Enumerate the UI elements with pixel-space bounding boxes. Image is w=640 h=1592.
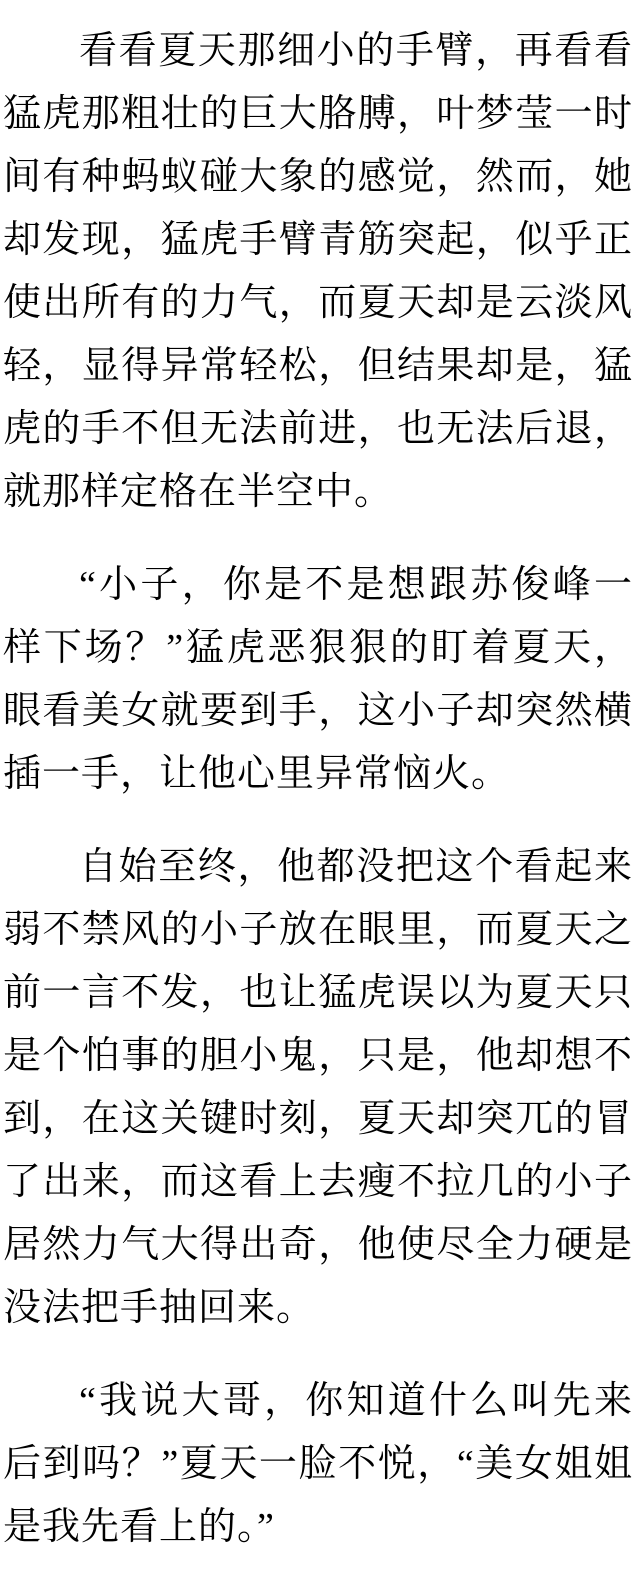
paragraph: “小子，你是不是想跟苏俊峰一样下场？”猛虎恶狠狠的盯着夏天，眼看美女就要到手，这小子却突然横插一手，让他心里异常恼火。 [3,564,633,795]
paragraph: 自始至终，他都没把这个看起来弱不禁风的小子放在眼里，而夏天之前一言不发，也让猛虎误以为夏天只是个怕事的胆小鬼，只是，他却想不到，在这关键时刻，夏天却突兀的冒了出来，而这看上去瘦不拉几的小子居然力气大得出奇，他使尽全力硬是没法把手抽回来。 [3,846,633,1329]
paragraph: 看看夏天那细小的手臂，再看看猛虎那粗壮的巨大胳膊，叶梦莹一时间有种蚂蚁碰大象的感觉，然而，她却发现，猛虎手臂青筋突起，似乎正使出所有的力气，而夏天却是云淡风轻，显得异常轻松，但结果却是，猛虎的手不但无法前进，也无法后退，就那样定格在半空中。 [3,30,633,513]
paragraph: “我说大哥，你知道什么叫先来后到吗？”夏天一脸不悦，“美女姐姐是我先看上的。” [3,1380,633,1548]
